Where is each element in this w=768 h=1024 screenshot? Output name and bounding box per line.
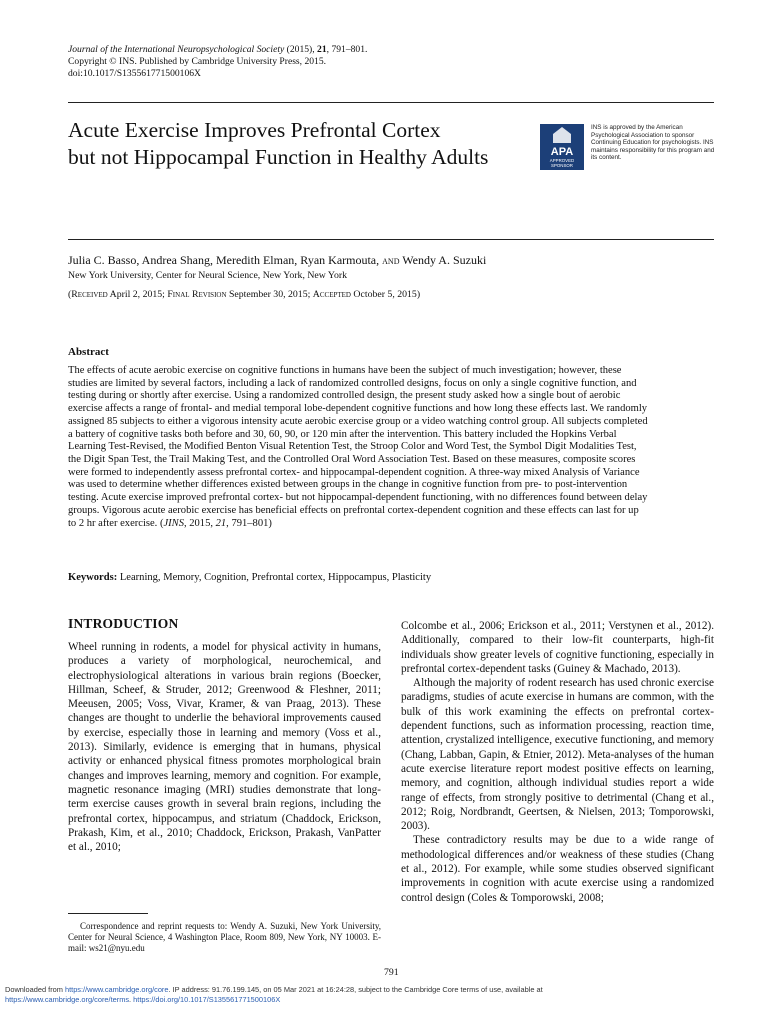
author-and: and [382,253,400,267]
doi-link[interactable]: https://doi.org/10.1017/S135561771500106X [133,995,281,1004]
keywords [68,571,708,584]
journal-volume: 21 [317,44,327,55]
download-sep: . [129,995,134,1004]
journal-year: (2015), [284,44,318,55]
introduction-heading: INTRODUCTION [68,616,179,631]
apa-approved-sponsor-logo [540,124,584,170]
article-dates [68,289,420,300]
abstract-text: The effects of acute aerobic exercise on cognitive functions in humans have been the subject of much investigation; however, these studies are limited by several factors, including a lack of randomized controlled designs, focus on only a single cognitive function, and testing during or shortly after exercise. Using a randomized controlled design, the present study asked how a single bout of aerobic exercise affects a range of frontal- and medial temporal lobe-dependent cognitive functions and how long these effects last. We randomly assigned 85 subjects to either a vigorous intensity acute aerobic exercise group or a video watching control group. All subjects completed a battery of cognitive tasks both before and 30, 60, 90, or 120 min after the intervention. This battery included the Hopkins Verbal Learning Test-Revised, the Modified Benton Visual Retention Test, the Stroop Color and Word Test, the Symbol Digit Modalities Test, the Digit Span Test, the Trail Making Test, and the Controlled Oral Word Association Test. Based on these measures, composite scores were formed to independently assess prefrontal cortex- and hippocampal-dependent cognition. A three-way mixed Analysis of Variance was used to determine whether differences existed between groups in the change in cognitive function from pre- to post-intervention testing. Acute exercise improved prefrontal cortex- but not hippocampal-dependent functioning, with no differences found between delay groups. Vigorous acute aerobic exercise has beneficial effects on prefrontal cortex-dependent cognition and these effects can last for up to 2 hr after exercise. ( [68,365,648,529]
download-middle: . IP address: 91.76.199.145, on 05 Mar 2021 at 16:24:28, subject to the Cambridge Core terms of use, available at [168,985,543,994]
abstract-cite-year: , 2015, [183,517,216,529]
right-column [401,619,714,905]
abstract-heading: Abstract [68,346,109,358]
final-revision-label: Final Revision [167,289,227,300]
title-line-1: Acute Exercise Improves Prefrontal Cortex [68,118,441,142]
intro-paragraph-1-cont: Colcombe et al., 2006; Erickson et al., 2011; Verstynen et al., 2012). Additionally, compared to their low-fit counterparts, high-fit individuals show greater levels of cognitive functioning, especially in prefrontal cortex-dependent tasks (Guiney & Machado, 2013). [401,620,714,675]
author-list [68,253,486,268]
apa-sponsor-note: INS is approved by the American Psychological Association to sponsor Continuing Education for psychologists. INS maintains responsibility for this program and its content. [591,124,715,162]
journal-pages: , 791–801. [326,44,368,55]
dates-open-paren: ( [68,289,72,300]
received-label: Received [71,289,108,300]
abstract-cite-volume: 21 [215,517,227,529]
final-revision-date: September 30, 2015; [226,289,313,300]
abstract-cite-pages: , 791–801) [226,517,272,529]
author-names: Julia C. Basso, Andrea Shang, Meredith Elman, Ryan Karmouta, [68,253,383,267]
journal-name: Journal of the International Neuropsychological Society [68,44,285,55]
accepted-date: October 5, 2015) [350,289,421,300]
journal-citation [68,44,367,55]
article-title [68,117,538,171]
intro-paragraph-1: Wheel running in rodents, a model for physical activity in humans, produces a variety of morphological, neurochemical, and electrophysiological alterations in various brain regions (Boecker, Hillman, Scheef, & Struder, 2012; Greenwood & Fleshner, 2011; Meeusen, 2005; Voss, Vivar, Kramer, & van Praag, 2013). These changes are thought to underlie the behavioral improvements caused by exercise, especially those in learning and memory (Voss et al., 2013). Similarly, evidence is emerging that in humans, physical activity or enhanced physical fitness promotes morphological brain changes and improves learning, memory and cognition. For example, magnetic resonance imaging (MRI) studies demonstrate that long-term exercise causes growth in several brain regions, including the prefrontal cortex, hippocampus, and striatum (Chaddock, Erickson, Prakash, Kim, et al., 2010; Chaddock, Erickson, Prakash, VanPatter et al., 2010; [68,641,381,854]
received-date: April 2, 2015; [107,289,168,300]
author-last: Wendy A. Suzuki [399,253,487,267]
accepted-label: Accepted [312,289,351,300]
apa-logo-sub2: SPONSOR [551,163,573,168]
correspondence-footnote: Correspondence and reprint requests to: Wendy A. Suzuki, New York University, Center for Neural Science, 4 Washington Place, Room 809, New York, NY 10003. E-mail: ws21@nyu.edu [68,921,381,954]
apa-logo-icon [540,124,584,170]
abstract-body [68,365,648,530]
intro-paragraph-2: Although the majority of rodent research has used chronic exercise paradigms, studies of acute exercise in humans are common, with the bulk of this work examining the effects on prefrontal cortex-dependent functions, such as information processing, reaction time, attention, crystalized intelligence, executive functioning, and memory (Chang, Labban, Gapin, & Etnier, 2012). Meta-analyses of the human acute exercise literature report modest positive effects on learning, memory, and cognition, although individual studies report a wide range of effects, from strongly positive to detrimental (Chang et al., 2012; Roig, Nordbrandt, Geertsen, & Nielsen, 2013; Tomporowski, 2003). [401,677,714,833]
cambridge-terms-link[interactable]: https://www.cambridge.org/core/terms [5,995,130,1004]
affiliation: New York University, Center for Neural Science, New York, New York [68,270,348,281]
doi-line: doi:10.1017/S135561771500106X [68,68,201,79]
header-rule [68,102,714,103]
title-rule [68,239,714,240]
download-notice [5,985,725,1005]
abstract-cite-journal: JINS [163,517,184,529]
apa-logo-sub1: APPROVED [549,158,575,163]
keywords-label: Keywords: [68,572,118,583]
cambridge-core-link[interactable]: https://www.cambridge.org/core [64,985,169,994]
download-prefix: Downloaded from [5,985,65,994]
title-line-2: but not Hippocampal Function in Healthy Adults [68,145,489,169]
page-number: 791 [384,967,399,978]
apa-logo-text: APA [550,146,574,158]
keywords-list: Learning, Memory, Cognition, Prefrontal cortex, Hippocampus, Plasticity [117,572,432,583]
footnote-rule [68,913,148,914]
copyright-line: Copyright © INS. Published by Cambridge University Press, 2015. [68,56,327,67]
left-column [68,640,381,854]
intro-paragraph-3: These contradictory results may be due to a wide range of methodological differences and/or weakness of these studies (Chang et al., 2012). For example, while some studies observed significant improvements in cognition with acute exercise using a randomized control design (Coles & Tomporowski, 2008; [401,834,714,904]
